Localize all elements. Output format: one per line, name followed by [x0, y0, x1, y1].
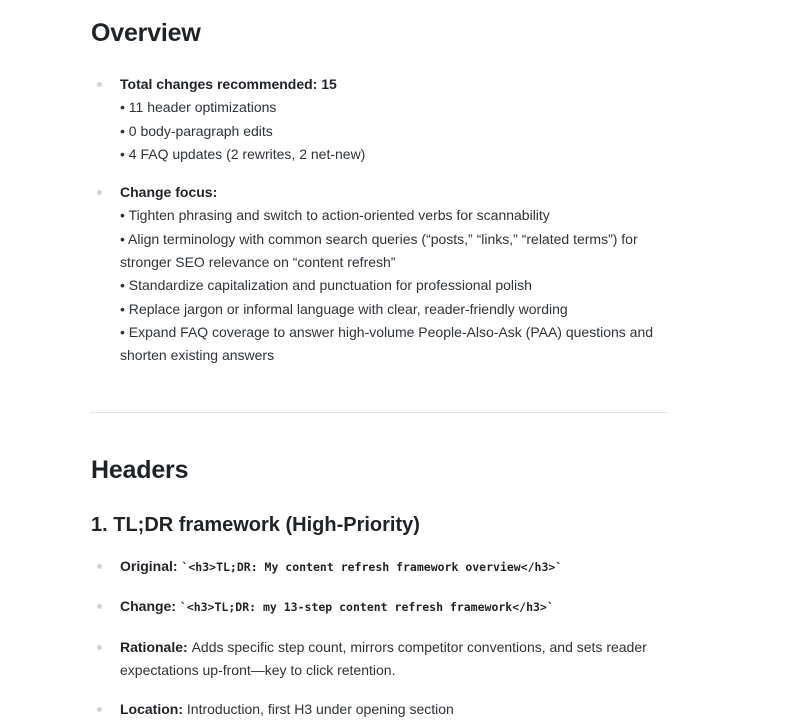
body-edits-line: • 0 body-paragraph edits	[120, 122, 273, 139]
focus-line-capitalization: • Standardize capitalization and punctuation for professional polish	[120, 277, 532, 294]
original-code: `<h3>TL;DR: My content refresh framework overview</h3>`	[181, 560, 563, 574]
location-text: Introduction, first H3 under opening section	[186, 701, 454, 718]
change-focus-label: Change focus:	[120, 184, 218, 201]
header-item-original	[91, 555, 667, 579]
headers-list	[91, 555, 667, 721]
original-label: Original:	[120, 558, 182, 574]
change-code: `<h3>TL;DR: my 13-step content refresh framework</h3>`	[179, 600, 554, 615]
header-optimizations-line: • 11 header optimizations	[120, 99, 277, 116]
location-label: Location:	[120, 701, 187, 718]
headers-heading: Headers	[91, 456, 189, 484]
focus-line-jargon: • Replace jargon or informal language with clear, reader-friendly wording	[120, 300, 568, 317]
total-changes-label: Total changes recommended: 15	[120, 76, 337, 92]
overview-heading: Overview	[91, 19, 201, 47]
tldr-framework-heading: 1. TL;DR framework (High-Priority)	[91, 514, 420, 536]
overview-item-total-changes	[91, 73, 667, 166]
header-item-location	[91, 698, 667, 721]
rationale-text: Adds specific step count, mirrors competitor conventions, and sets reader expectations up-front—key to click retention.	[120, 638, 647, 678]
rationale-label: Rationale:	[120, 638, 192, 655]
header-item-rationale	[91, 636, 667, 683]
change-label: Change:	[120, 598, 180, 615]
faq-updates-line: • 4 FAQ updates (2 rewrites, 2 net-new)	[120, 145, 366, 162]
focus-line-terminology: • Align terminology with common search queries (“posts,” “links,” “related terms”) for stronger SEO relevance on “content refresh”	[120, 230, 638, 271]
header-item-change	[91, 595, 667, 619]
overview-list	[91, 73, 667, 368]
focus-line-phrasing: • Tighten phrasing and switch to action-oriented verbs for scannability	[120, 207, 550, 224]
section-divider	[90, 412, 667, 413]
overview-item-change-focus	[91, 181, 667, 367]
focus-line-faq: • Expand FAQ coverage to answer high-volume People-Also-Ask (PAA) questions and shorten existing answers	[120, 323, 654, 364]
